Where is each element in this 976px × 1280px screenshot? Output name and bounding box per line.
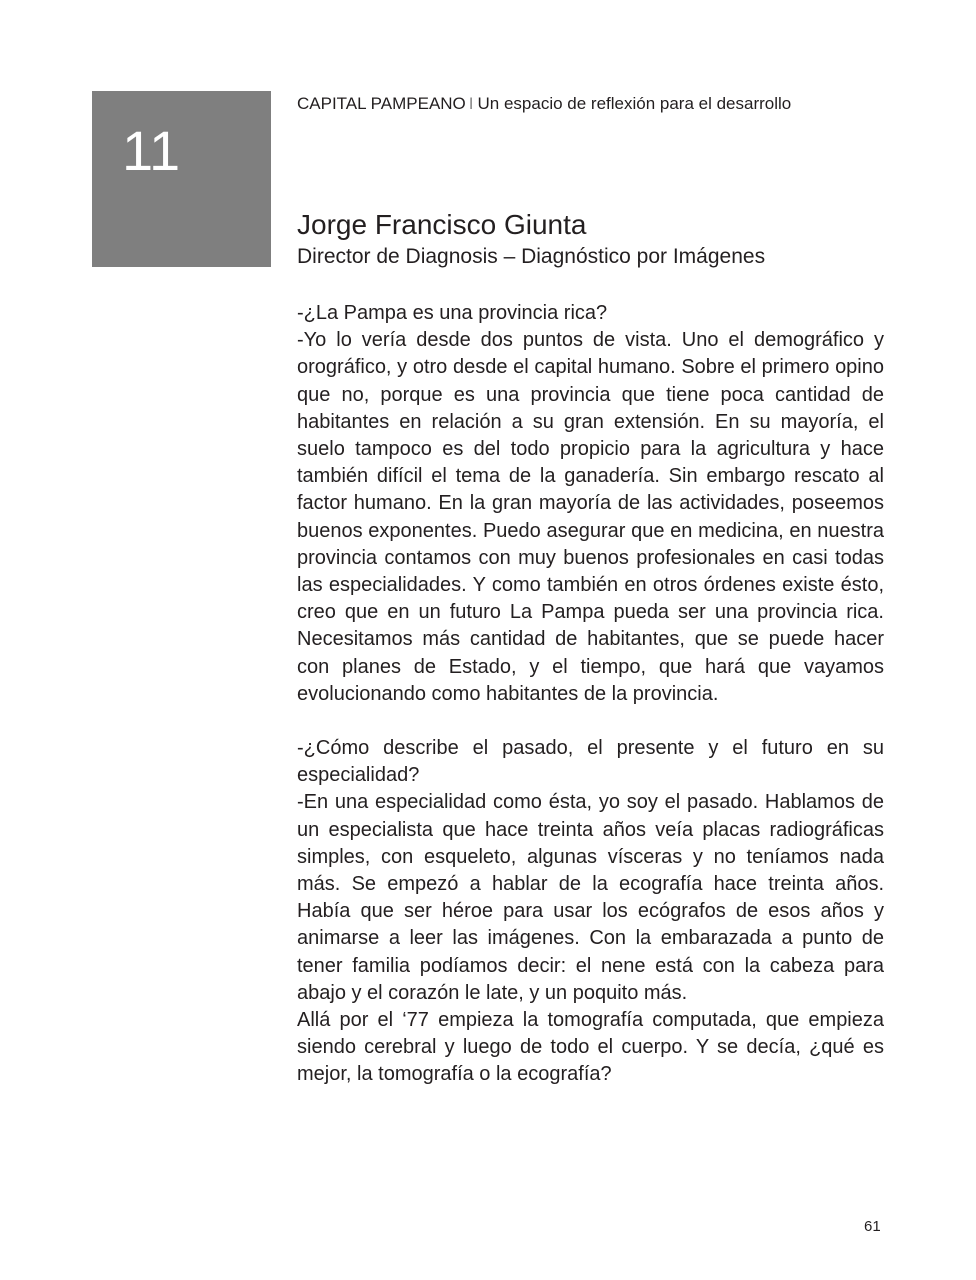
header-separator: I (468, 94, 474, 113)
chapter-number: 11 (122, 119, 181, 182)
page-number: 61 (864, 1218, 881, 1235)
answer-2: -En una especialidad como ésta, yo soy el pasado. Hablamos de un especialista que hace treinta años veía placas radiográficas simples, con esqueleto, algunas vísceras y no teníamos nada más. Se empezó a hablar de la ecografía hace treinta años. Había que ser héroe para usar los ecógrafos de esos años y animarse a leer las imágenes. Con la embarazada a punto de tener familia podíamos decir: el nene está con la cabeza para abajo y el corazón le late, y un poquito más. (297, 791, 884, 1004)
interviewee-role: Director de Diagnosis – Diagnóstico por Imágenes (297, 245, 766, 268)
chapter-number-box (92, 91, 271, 267)
question-1: -¿La Pampa es una provincia rica? (297, 302, 608, 324)
interview-body (297, 300, 884, 1089)
answer-1: -Yo lo vería desde dos puntos de vista. Uno el demográfico y orográfico, y otro desde el capital humano. Sobre el primero opino que no, porque es una provincia que tiene poca cantidad de habitantes en relación a su gran extensión. En su mayoría, el suelo tampoco es del todo propicio para la agricultura y hace también difícil el tema de la ganadería. Sin embargo rescato al factor humano. En la gran mayoría de las actividades, poseemos buenos exponentes. Puedo asegurar que en medicina, en nuestra provincia contamos con muy buenos profesionales en casi todas las especialidades. Y como también en otros órdenes existe ésto, creo que en un futuro La Pampa pueda ser una provincia rica. Necesitamos más cantidad de habitantes, que se puede hacer con planes de Estado, y el tiempo, que hará que vayamos evolucionando como habitantes de la provincia. (297, 329, 884, 705)
article-content (297, 208, 884, 1089)
publication-title: CAPITAL PAMPEANO (297, 94, 466, 113)
publication-subtitle: Un espacio de reflexión para el desarrollo (477, 94, 792, 113)
running-header (297, 93, 791, 115)
interviewee-name: Jorge Francisco Giunta (297, 209, 587, 240)
question-2: -¿Cómo describe el pasado, el presente y el futuro en su especialidad? (297, 737, 884, 787)
paragraph-gap (297, 708, 884, 735)
answer-2-continued: Allá por el ‘77 empieza la tomografía computada, que empieza siendo cerebral y luego de todo el cuerpo. Y se decía, ¿qué es mejor, la tomografía o la ecografía? (297, 1009, 884, 1086)
